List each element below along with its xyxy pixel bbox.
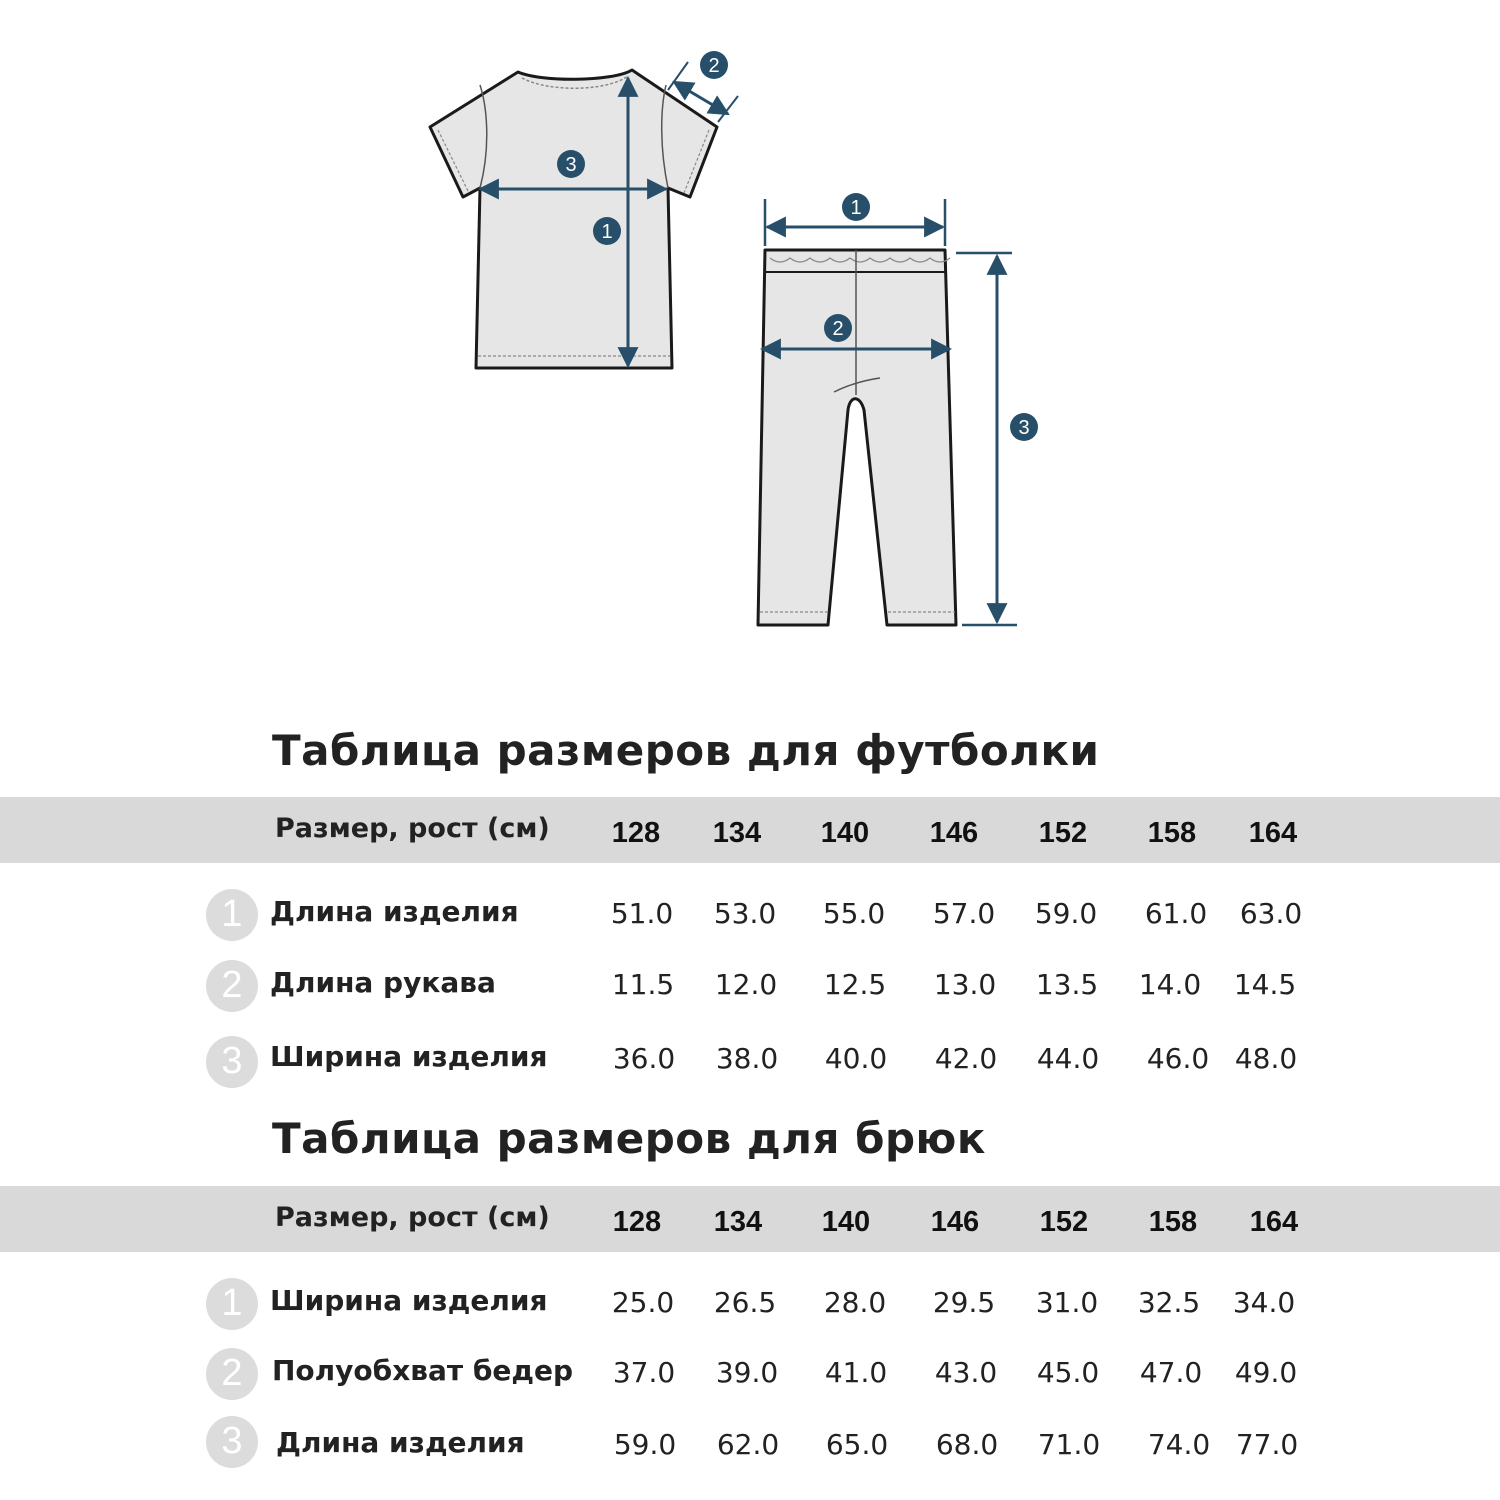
table-row bbox=[0, 1034, 1500, 1094]
pants-marker-1 bbox=[842, 193, 870, 221]
row-value: 37.0 bbox=[612, 1356, 676, 1389]
row-value: 29.5 bbox=[932, 1286, 996, 1319]
row-value: 74.0 bbox=[1147, 1428, 1211, 1461]
row-value: 31.0 bbox=[1035, 1286, 1099, 1319]
row-value: 53.0 bbox=[713, 897, 777, 930]
tshirt-marker-3 bbox=[557, 150, 585, 178]
row-number-badge: 2 bbox=[206, 1348, 258, 1400]
tshirt-drawing bbox=[430, 70, 717, 368]
row-label: Полуобхват бедер bbox=[272, 1354, 574, 1387]
row-value: 42.0 bbox=[934, 1042, 998, 1075]
table-row bbox=[0, 889, 1500, 949]
row-value: 71.0 bbox=[1037, 1428, 1101, 1461]
svg-text:3: 3 bbox=[565, 154, 577, 176]
row-value: 65.0 bbox=[825, 1428, 889, 1461]
row-value: 32.5 bbox=[1137, 1286, 1201, 1319]
row-value: 26.5 bbox=[713, 1286, 777, 1319]
row-value: 49.0 bbox=[1234, 1356, 1298, 1389]
row-value: 36.0 bbox=[612, 1042, 676, 1075]
row-label: Длина рукава bbox=[270, 966, 496, 999]
pants-table-title: Таблица размеров для брюк bbox=[272, 1114, 986, 1163]
size-152: 152 bbox=[1038, 817, 1088, 849]
row-number-badge: 1 bbox=[206, 1278, 258, 1330]
table-row bbox=[0, 960, 1500, 1020]
row-value: 12.0 bbox=[714, 968, 778, 1001]
row-number-badge: 1 bbox=[206, 889, 258, 941]
pants-marker-3 bbox=[1010, 413, 1038, 441]
table-row bbox=[0, 1348, 1500, 1408]
table-row bbox=[0, 1278, 1500, 1338]
row-value: 51.0 bbox=[610, 897, 674, 930]
row-value: 45.0 bbox=[1036, 1356, 1100, 1389]
row-value: 28.0 bbox=[823, 1286, 887, 1319]
row-value: 55.0 bbox=[822, 897, 886, 930]
size-128: 128 bbox=[611, 817, 661, 849]
row-value: 13.0 bbox=[933, 968, 997, 1001]
tshirt-table-header bbox=[0, 797, 1500, 863]
row-value: 77.0 bbox=[1235, 1428, 1299, 1461]
size-158: 158 bbox=[1148, 1206, 1198, 1238]
tshirt-table-title: Таблица размеров для футболки bbox=[272, 726, 1100, 775]
row-label: Длина изделия bbox=[270, 895, 519, 928]
row-value: 39.0 bbox=[715, 1356, 779, 1389]
size-164: 164 bbox=[1248, 817, 1298, 849]
size-128: 128 bbox=[612, 1206, 662, 1238]
row-value: 61.0 bbox=[1144, 897, 1208, 930]
pants-drawing bbox=[758, 250, 956, 625]
tshirt-marker-1 bbox=[593, 217, 621, 245]
row-value: 41.0 bbox=[824, 1356, 888, 1389]
header-label: Размер, рост (см) bbox=[275, 813, 550, 844]
garment-diagram bbox=[0, 0, 1500, 680]
header-label: Размер, рост (см) bbox=[275, 1202, 550, 1233]
row-number-badge: 3 bbox=[206, 1036, 258, 1088]
pants-marker-2 bbox=[824, 314, 852, 342]
svg-text:2: 2 bbox=[832, 318, 844, 340]
pants-table-header bbox=[0, 1186, 1500, 1252]
row-value: 43.0 bbox=[934, 1356, 998, 1389]
row-value: 59.0 bbox=[613, 1428, 677, 1461]
svg-text:1: 1 bbox=[850, 197, 862, 219]
row-value: 40.0 bbox=[824, 1042, 888, 1075]
row-value: 63.0 bbox=[1239, 897, 1303, 930]
row-value: 11.5 bbox=[611, 968, 675, 1001]
row-value: 34.0 bbox=[1232, 1286, 1296, 1319]
size-158: 158 bbox=[1147, 817, 1197, 849]
row-number-badge: 2 bbox=[206, 960, 258, 1012]
row-label: Ширина изделия bbox=[270, 1040, 548, 1073]
svg-text:1: 1 bbox=[601, 221, 613, 243]
size-140: 140 bbox=[821, 1206, 871, 1238]
row-number-badge: 3 bbox=[206, 1416, 258, 1468]
row-value: 68.0 bbox=[935, 1428, 999, 1461]
row-value: 44.0 bbox=[1036, 1042, 1100, 1075]
size-146: 146 bbox=[930, 1206, 980, 1238]
row-value: 57.0 bbox=[932, 897, 996, 930]
row-value: 14.0 bbox=[1138, 968, 1202, 1001]
row-value: 13.5 bbox=[1035, 968, 1099, 1001]
table-row bbox=[0, 1420, 1500, 1480]
svg-text:3: 3 bbox=[1018, 417, 1030, 439]
size-164: 164 bbox=[1249, 1206, 1299, 1238]
row-value: 38.0 bbox=[715, 1042, 779, 1075]
row-value: 47.0 bbox=[1139, 1356, 1203, 1389]
size-152: 152 bbox=[1039, 1206, 1089, 1238]
size-140: 140 bbox=[820, 817, 870, 849]
size-134: 134 bbox=[713, 1206, 763, 1238]
row-label: Длина изделия bbox=[276, 1426, 525, 1459]
tshirt-marker-2 bbox=[700, 51, 728, 79]
row-value: 25.0 bbox=[611, 1286, 675, 1319]
row-value: 62.0 bbox=[716, 1428, 780, 1461]
size-146: 146 bbox=[929, 817, 979, 849]
row-value: 14.5 bbox=[1233, 968, 1297, 1001]
row-value: 12.5 bbox=[823, 968, 887, 1001]
size-134: 134 bbox=[712, 817, 762, 849]
row-value: 46.0 bbox=[1146, 1042, 1210, 1075]
row-value: 59.0 bbox=[1034, 897, 1098, 930]
row-label: Ширина изделия bbox=[270, 1284, 548, 1317]
svg-text:2: 2 bbox=[708, 55, 720, 77]
row-value: 48.0 bbox=[1234, 1042, 1298, 1075]
